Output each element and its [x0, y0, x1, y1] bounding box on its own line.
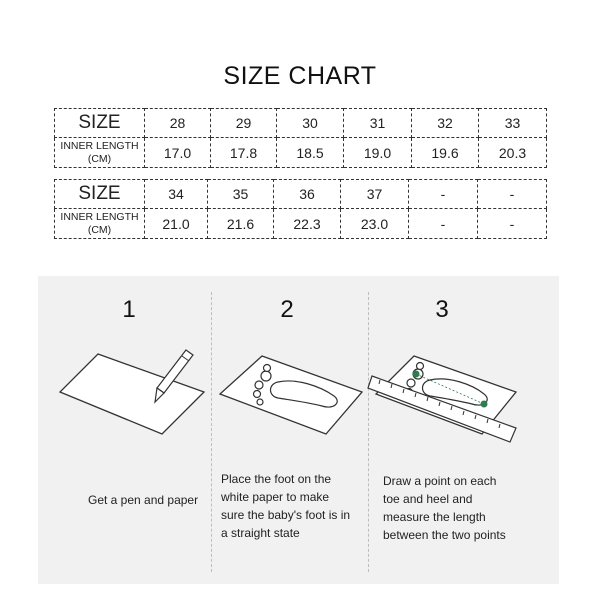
size-cell: 36	[274, 180, 341, 209]
size-cell: 29	[211, 109, 277, 138]
length-cell: 23.0	[341, 209, 409, 239]
size-cell: 31	[344, 109, 412, 138]
size-cell: 30	[277, 109, 344, 138]
size-cell: -	[478, 180, 547, 209]
step-text-line: measure the length	[383, 510, 486, 524]
step-text-line: white paper to make	[221, 490, 330, 504]
size-row	[55, 109, 547, 138]
size-header: SIZE	[55, 109, 145, 138]
size-cell: 35	[208, 180, 274, 209]
length-cell: 17.0	[145, 138, 211, 168]
step-1-number: 1	[122, 296, 136, 323]
step-1-text	[88, 491, 198, 509]
step-text-line: toe and heel and	[383, 492, 473, 506]
size-cell: 28	[145, 109, 211, 138]
step-text-line: Place the foot on the	[221, 472, 332, 486]
length-cell: 19.6	[412, 138, 479, 168]
step-2-text	[221, 470, 350, 542]
step-divider	[211, 292, 212, 572]
step-text-line: between the two points	[383, 528, 506, 542]
size-cell: 32	[412, 109, 479, 138]
length-header-line1: INNER LENGTH	[60, 139, 139, 152]
foot-on-paper-illustration	[216, 346, 366, 436]
length-row	[55, 138, 547, 168]
length-cell: -	[409, 209, 478, 239]
length-cell: 17.8	[211, 138, 277, 168]
length-cell: 20.3	[479, 138, 547, 168]
step-text-line: Draw a point on each	[383, 474, 497, 488]
size-header: SIZE	[55, 180, 145, 209]
step-3-text	[383, 472, 506, 544]
step-text-line: a straight state	[221, 526, 300, 540]
length-header	[55, 209, 145, 239]
paper-pen-illustration	[56, 346, 206, 436]
length-cell: 18.5	[277, 138, 344, 168]
length-cell: 21.6	[208, 209, 274, 239]
size-row	[55, 180, 547, 209]
length-row	[55, 209, 547, 239]
length-header-line2: (CM)	[87, 152, 112, 165]
instructions-panel	[38, 276, 559, 584]
page-title: SIZE CHART	[223, 62, 377, 90]
step-3-number: 3	[435, 296, 449, 323]
size-cell: -	[409, 180, 478, 209]
step-text-line: sure the baby's foot is in	[221, 508, 351, 522]
size-cell: 33	[479, 109, 547, 138]
size-cell: 34	[145, 180, 208, 209]
step-text-line: Get a pen and paper	[88, 493, 199, 507]
size-table-2	[54, 179, 547, 239]
length-header-line1: INNER LENGTH	[60, 210, 139, 223]
length-cell: 19.0	[344, 138, 412, 168]
size-cell: 37	[341, 180, 409, 209]
length-cell: 21.0	[145, 209, 208, 239]
step-divider	[368, 292, 369, 572]
step-2-number: 2	[280, 296, 294, 323]
length-cell: 22.3	[274, 209, 341, 239]
measure-illustration	[370, 346, 520, 446]
length-header	[55, 138, 145, 168]
length-header-line2: (CM)	[87, 223, 112, 236]
length-cell: -	[478, 209, 547, 239]
size-table-1	[54, 108, 547, 168]
